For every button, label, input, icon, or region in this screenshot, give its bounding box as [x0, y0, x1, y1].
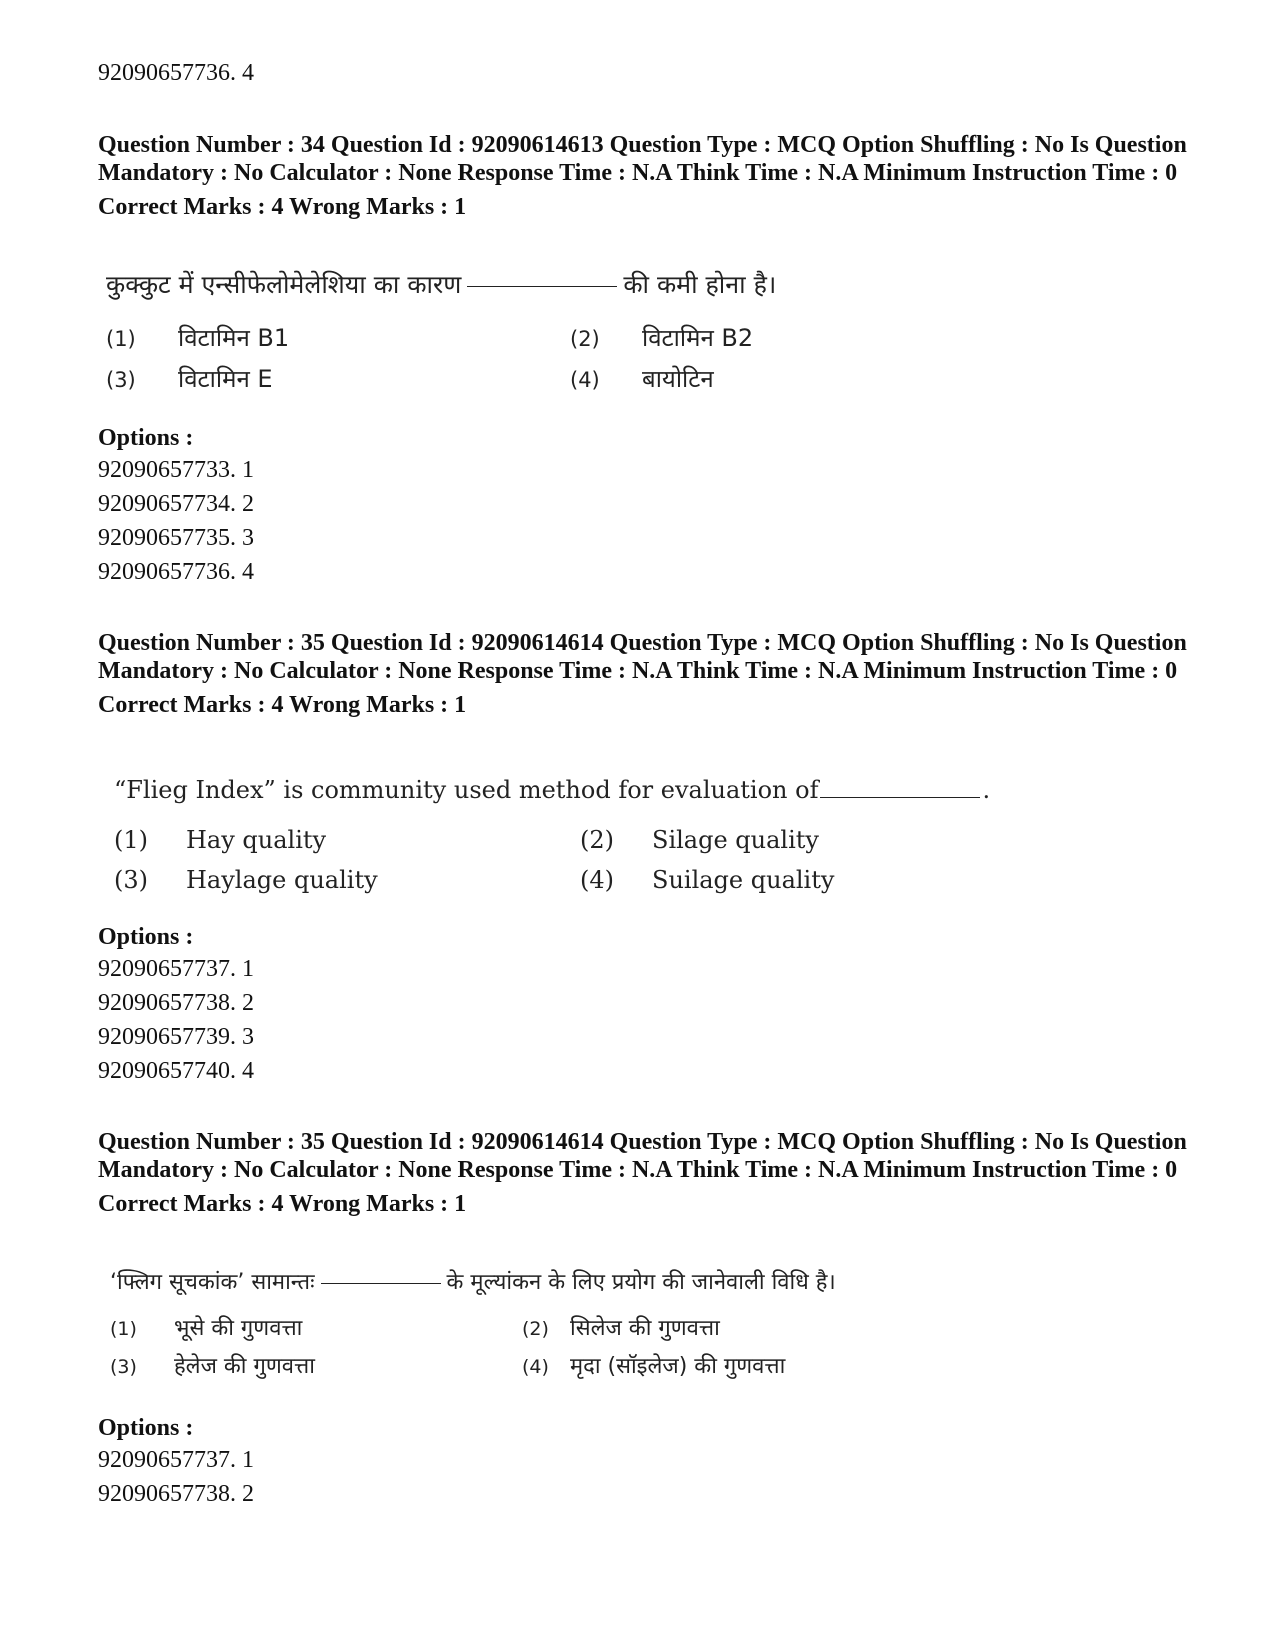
question-stem: [110, 1266, 836, 1296]
choice-number: (3): [106, 368, 136, 392]
choice-text: भूसे की गुणवत्ता: [174, 1316, 303, 1341]
carryover-option: 92090657736. 4: [98, 60, 254, 86]
option-id: 92090657733. 1: [98, 457, 254, 483]
question-stem: [114, 776, 990, 804]
choice-text: सिलेज की गुणवत्ता: [570, 1316, 720, 1341]
choice-number: (3): [114, 866, 148, 894]
option-id: 92090657735. 3: [98, 525, 254, 551]
choice-1: [114, 826, 326, 854]
choice-text: Hay quality: [186, 826, 327, 854]
choice-number: (1): [106, 327, 136, 351]
stem-text-before: ‘फ्लिग सूचकांक’ सामान्तः: [110, 1270, 315, 1295]
option-id: 92090657737. 1: [98, 1447, 254, 1473]
question-34: [98, 131, 1188, 221]
stem-text-after: के मूल्यांकन के लिए प्रयोग की जानेवाली विधि है।: [446, 1270, 836, 1295]
choice-3: [114, 866, 378, 894]
choice-text: मृदा (सॉइलेज) की गुणवत्ता: [570, 1354, 786, 1379]
answer-blank: [321, 1283, 441, 1284]
question-marks: Correct Marks : 4 Wrong Marks : 1: [98, 1191, 467, 1217]
choice-text: विटामिन B2: [642, 324, 754, 352]
choice-number: (4): [570, 368, 600, 392]
question-stem: [106, 267, 776, 301]
choice-number: (2): [522, 1318, 549, 1340]
options-label: Options :: [98, 1415, 194, 1441]
choice-text: Suilage quality: [652, 866, 835, 894]
question-header: Question Number : 35 Question Id : 92090614614 Question Type : MCQ Option Shuffling : No Is Question Mandatory : No Calculator : None Response Time : N.A Think Time : N.A Minimum Instruction Time : 0: [98, 630, 1187, 684]
options-list: [98, 1413, 1188, 1511]
options-label: Options :: [98, 425, 194, 451]
option-id: 92090657738. 2: [98, 990, 254, 1016]
choice-number: (1): [114, 826, 148, 854]
stem-text-before: “Flieg Index” is community used method for evaluation of: [114, 776, 819, 804]
option-id: 92090657736. 4: [98, 559, 254, 585]
choice-text: Silage quality: [652, 826, 819, 854]
choice-4: [522, 1350, 785, 1380]
choice-3: [106, 362, 273, 395]
choice-number: (2): [580, 826, 614, 854]
question-marks: Correct Marks : 4 Wrong Marks : 1: [98, 194, 467, 220]
choice-text: Haylage quality: [186, 866, 378, 894]
stem-text-after: .: [982, 776, 991, 804]
option-id: 92090657739. 3: [98, 1024, 254, 1050]
option-id: 92090657734. 2: [98, 491, 254, 517]
question-35: [98, 629, 1188, 719]
option-id: 92090657737. 1: [98, 956, 254, 982]
options-list: [98, 423, 1188, 589]
question-35-hindi: [98, 1128, 1188, 1218]
question-header: Question Number : 34 Question Id : 92090614613 Question Type : MCQ Option Shuffling : No Is Question Mandatory : No Calculator : None Response Time : N.A Think Time : N.A Minimum Instruction Time : 0: [98, 132, 1187, 186]
question-marks: Correct Marks : 4 Wrong Marks : 1: [98, 692, 467, 718]
choice-number: (2): [570, 327, 600, 351]
choice-number: (1): [110, 1318, 137, 1340]
answer-blank: [820, 797, 980, 798]
options-label: Options :: [98, 924, 194, 950]
choice-4: [570, 362, 714, 395]
choice-1: [106, 321, 289, 354]
choice-text: विटामिन E: [178, 365, 273, 393]
choice-text: हेलेज की गुणवत्ता: [174, 1354, 315, 1379]
answer-blank: [467, 286, 617, 287]
choice-4: [580, 866, 834, 894]
options-list: [98, 922, 1188, 1088]
choice-number: (3): [110, 1356, 137, 1378]
choice-2: [522, 1312, 720, 1342]
option-id: 92090657738. 2: [98, 1481, 254, 1507]
choice-2: [580, 826, 819, 854]
option-id: 92090657740. 4: [98, 1058, 254, 1084]
choice-number: (4): [522, 1356, 549, 1378]
choice-1: [110, 1312, 302, 1342]
choice-3: [110, 1350, 315, 1380]
stem-text-after: की कमी होना है।: [623, 270, 777, 299]
question-header: Question Number : 35 Question Id : 92090614614 Question Type : MCQ Option Shuffling : No Is Question Mandatory : No Calculator : None Response Time : N.A Think Time : N.A Minimum Instruction Time : 0: [98, 1129, 1187, 1183]
choice-number: (4): [580, 866, 614, 894]
choice-text: बायोटिन: [642, 365, 714, 393]
choice-2: [570, 321, 753, 354]
choice-text: विटामिन B1: [178, 324, 290, 352]
stem-text-before: कुक्कुट में एन्सीफेलोमेलेशिया का कारण: [106, 270, 462, 299]
